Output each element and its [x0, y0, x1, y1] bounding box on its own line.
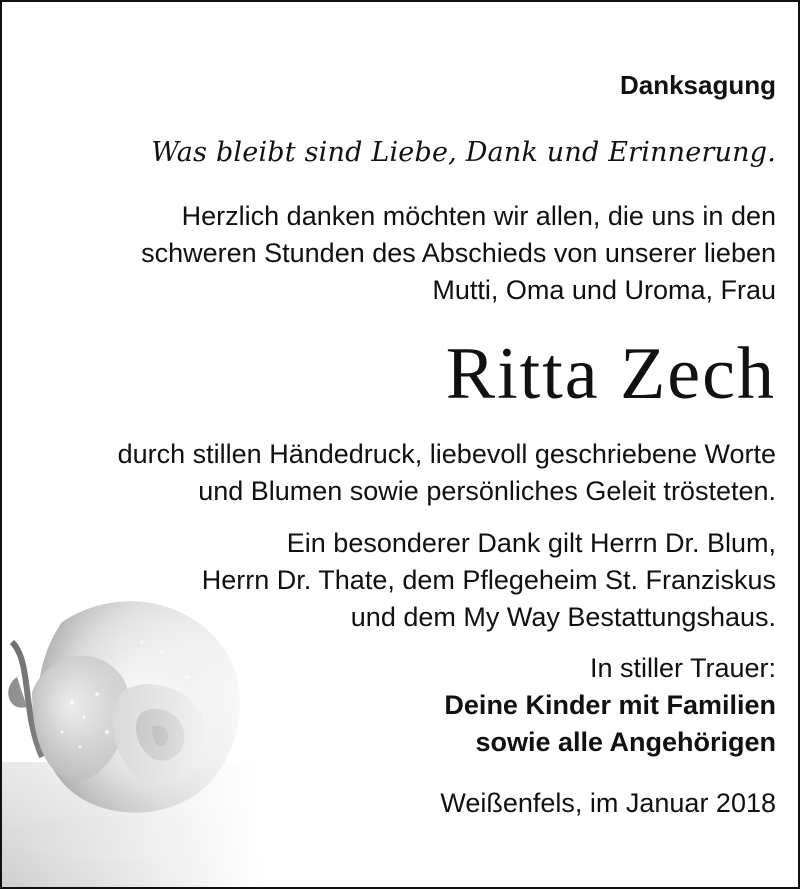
intro-line: schweren Stunden des Abschieds von unserer lieben: [141, 238, 776, 268]
special-thanks-line: und dem My Way Bestattungshaus.: [350, 602, 776, 632]
intro-line: Mutti, Oma und Uroma, Frau: [432, 275, 776, 305]
special-thanks-line: Ein besonderer Dank gilt Herrn Dr. Blum,: [286, 528, 776, 558]
thanks-line: und Blumen sowie persönliches Geleit trösteten.: [198, 476, 776, 506]
signature-block: [444, 650, 776, 761]
deceased-name: Ritta Zech: [445, 333, 776, 415]
family-line: Deine Kinder mit Familien: [444, 690, 776, 720]
special-thanks-paragraph: [202, 525, 776, 636]
intro-paragraph: [141, 198, 776, 309]
special-thanks-line: Herrn Dr. Thate, dem Pflegeheim St. Franziskus: [201, 565, 776, 595]
place-date: Weißenfels, im Januar 2018: [440, 788, 776, 818]
heading: Danksagung: [619, 70, 776, 100]
family-line: sowie alle Angehörigen: [475, 727, 776, 757]
intro-line: Herzlich danken möchten wir allen, die uns in den: [181, 201, 776, 231]
thanks-line: durch stillen Händedruck, liebevoll geschriebene Worte: [117, 439, 776, 469]
mourning-label: In stiller Trauer:: [589, 653, 776, 683]
thanks-paragraph: [118, 436, 776, 510]
motto: Was bleibt sind Liebe, Dank und Erinnerung.: [151, 137, 776, 168]
